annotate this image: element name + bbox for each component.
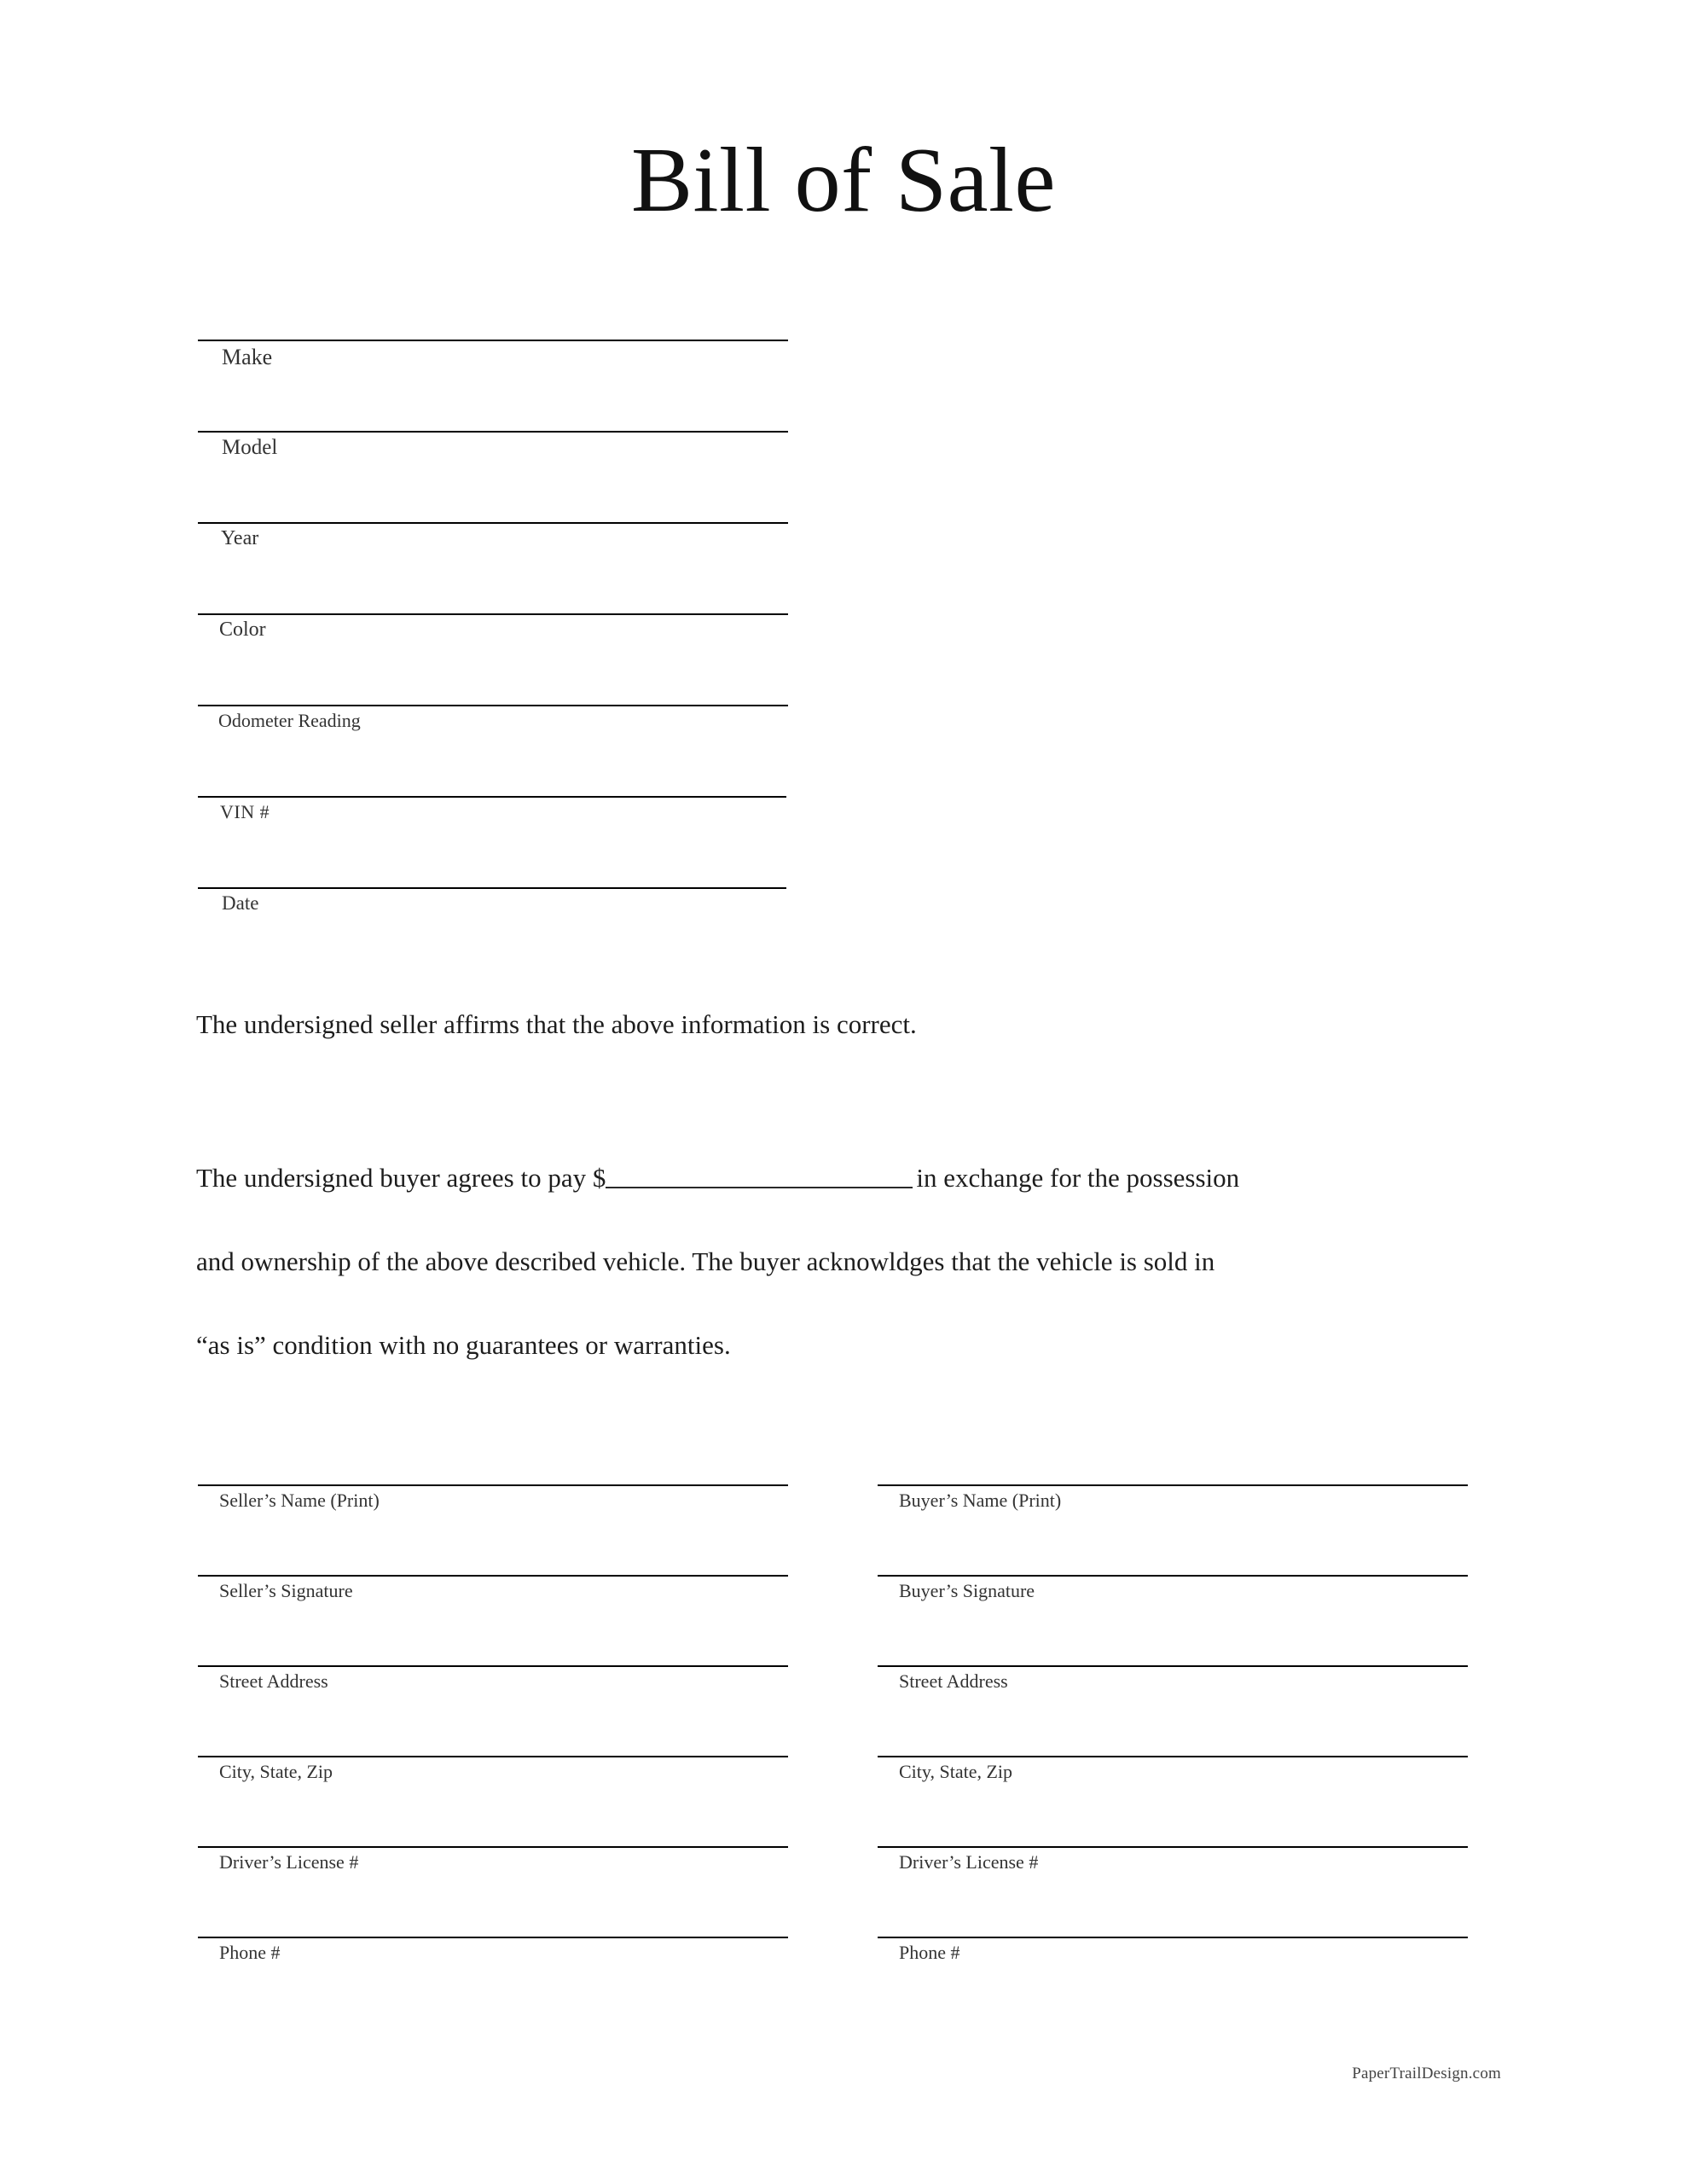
field-make[interactable] bbox=[198, 340, 795, 431]
field-color[interactable] bbox=[198, 613, 795, 705]
field-label-color: Color bbox=[219, 619, 266, 641]
field-label-seller-city-state-zip: City, State, Zip bbox=[219, 1761, 333, 1782]
field-rule bbox=[198, 431, 788, 433]
field-label-seller-drivers-license: Driver’s License # bbox=[219, 1851, 359, 1873]
field-rule bbox=[878, 1756, 1468, 1757]
field-rule bbox=[198, 522, 788, 524]
seller-affirmation-text: The undersigned seller affirms that the above information is correct. bbox=[196, 1009, 917, 1039]
field-rule bbox=[878, 1665, 1468, 1667]
field-date[interactable] bbox=[198, 887, 795, 979]
field-label-buyer-name: Buyer’s Name (Print) bbox=[899, 1490, 1062, 1511]
field-label-model: Model bbox=[222, 436, 278, 459]
field-label-vin: VIN # bbox=[220, 801, 270, 822]
field-rule bbox=[198, 1846, 788, 1848]
buyer-agreement-prefix: The undersigned buyer agrees to pay $ bbox=[196, 1163, 606, 1193]
field-rule bbox=[198, 340, 788, 341]
field-label-buyer-city-state-zip: City, State, Zip bbox=[899, 1761, 1013, 1782]
field-rule bbox=[198, 1665, 788, 1667]
field-rule bbox=[198, 1937, 788, 1938]
field-rule bbox=[198, 796, 786, 798]
field-rule bbox=[198, 613, 788, 615]
field-label-seller-phone: Phone # bbox=[219, 1942, 281, 1963]
field-label-seller-signature: Seller’s Signature bbox=[219, 1580, 353, 1601]
field-label-date: Date bbox=[222, 892, 259, 914]
field-rule bbox=[198, 1484, 788, 1486]
field-label-year: Year bbox=[221, 527, 259, 549]
field-odometer-reading[interactable] bbox=[198, 705, 795, 796]
buyer-agreement-line-3: “as is” condition with no guarantees or warranties. bbox=[196, 1330, 731, 1360]
field-rule bbox=[878, 1575, 1468, 1577]
field-label-buyer-phone: Phone # bbox=[899, 1942, 960, 1963]
field-label-odometer-reading: Odometer Reading bbox=[218, 710, 361, 731]
field-rule bbox=[198, 705, 788, 706]
field-vin[interactable] bbox=[198, 796, 795, 887]
field-rule bbox=[878, 1937, 1468, 1938]
vehicle-info-section bbox=[198, 340, 795, 979]
field-rule bbox=[198, 1756, 788, 1757]
buyer-agreement-suffix: in exchange for the possession bbox=[916, 1163, 1240, 1193]
footer-credit: PaperTrailDesign.com bbox=[1352, 2065, 1501, 2082]
buyer-agreement-line-2: and ownership of the above described vehicle. The buyer acknowldges that the vehicle is sold in bbox=[196, 1246, 1215, 1276]
field-label-buyer-drivers-license: Driver’s License # bbox=[899, 1851, 1039, 1873]
field-label-buyer-street-address: Street Address bbox=[899, 1670, 1008, 1692]
page-title: Bill of Sale bbox=[631, 130, 1056, 231]
field-year[interactable] bbox=[198, 522, 795, 613]
buyer-agreement-line-1 bbox=[196, 1165, 1239, 1191]
field-label-buyer-signature: Buyer’s Signature bbox=[899, 1580, 1035, 1601]
field-rule bbox=[878, 1846, 1468, 1848]
field-rule bbox=[198, 887, 786, 889]
field-rule bbox=[878, 1484, 1468, 1486]
field-label-make: Make bbox=[222, 345, 273, 369]
field-label-seller-name: Seller’s Name (Print) bbox=[219, 1490, 380, 1511]
purchase-amount-input[interactable] bbox=[606, 1165, 913, 1188]
field-rule bbox=[198, 1575, 788, 1577]
field-label-seller-street-address: Street Address bbox=[219, 1670, 328, 1692]
field-model[interactable] bbox=[198, 431, 795, 522]
